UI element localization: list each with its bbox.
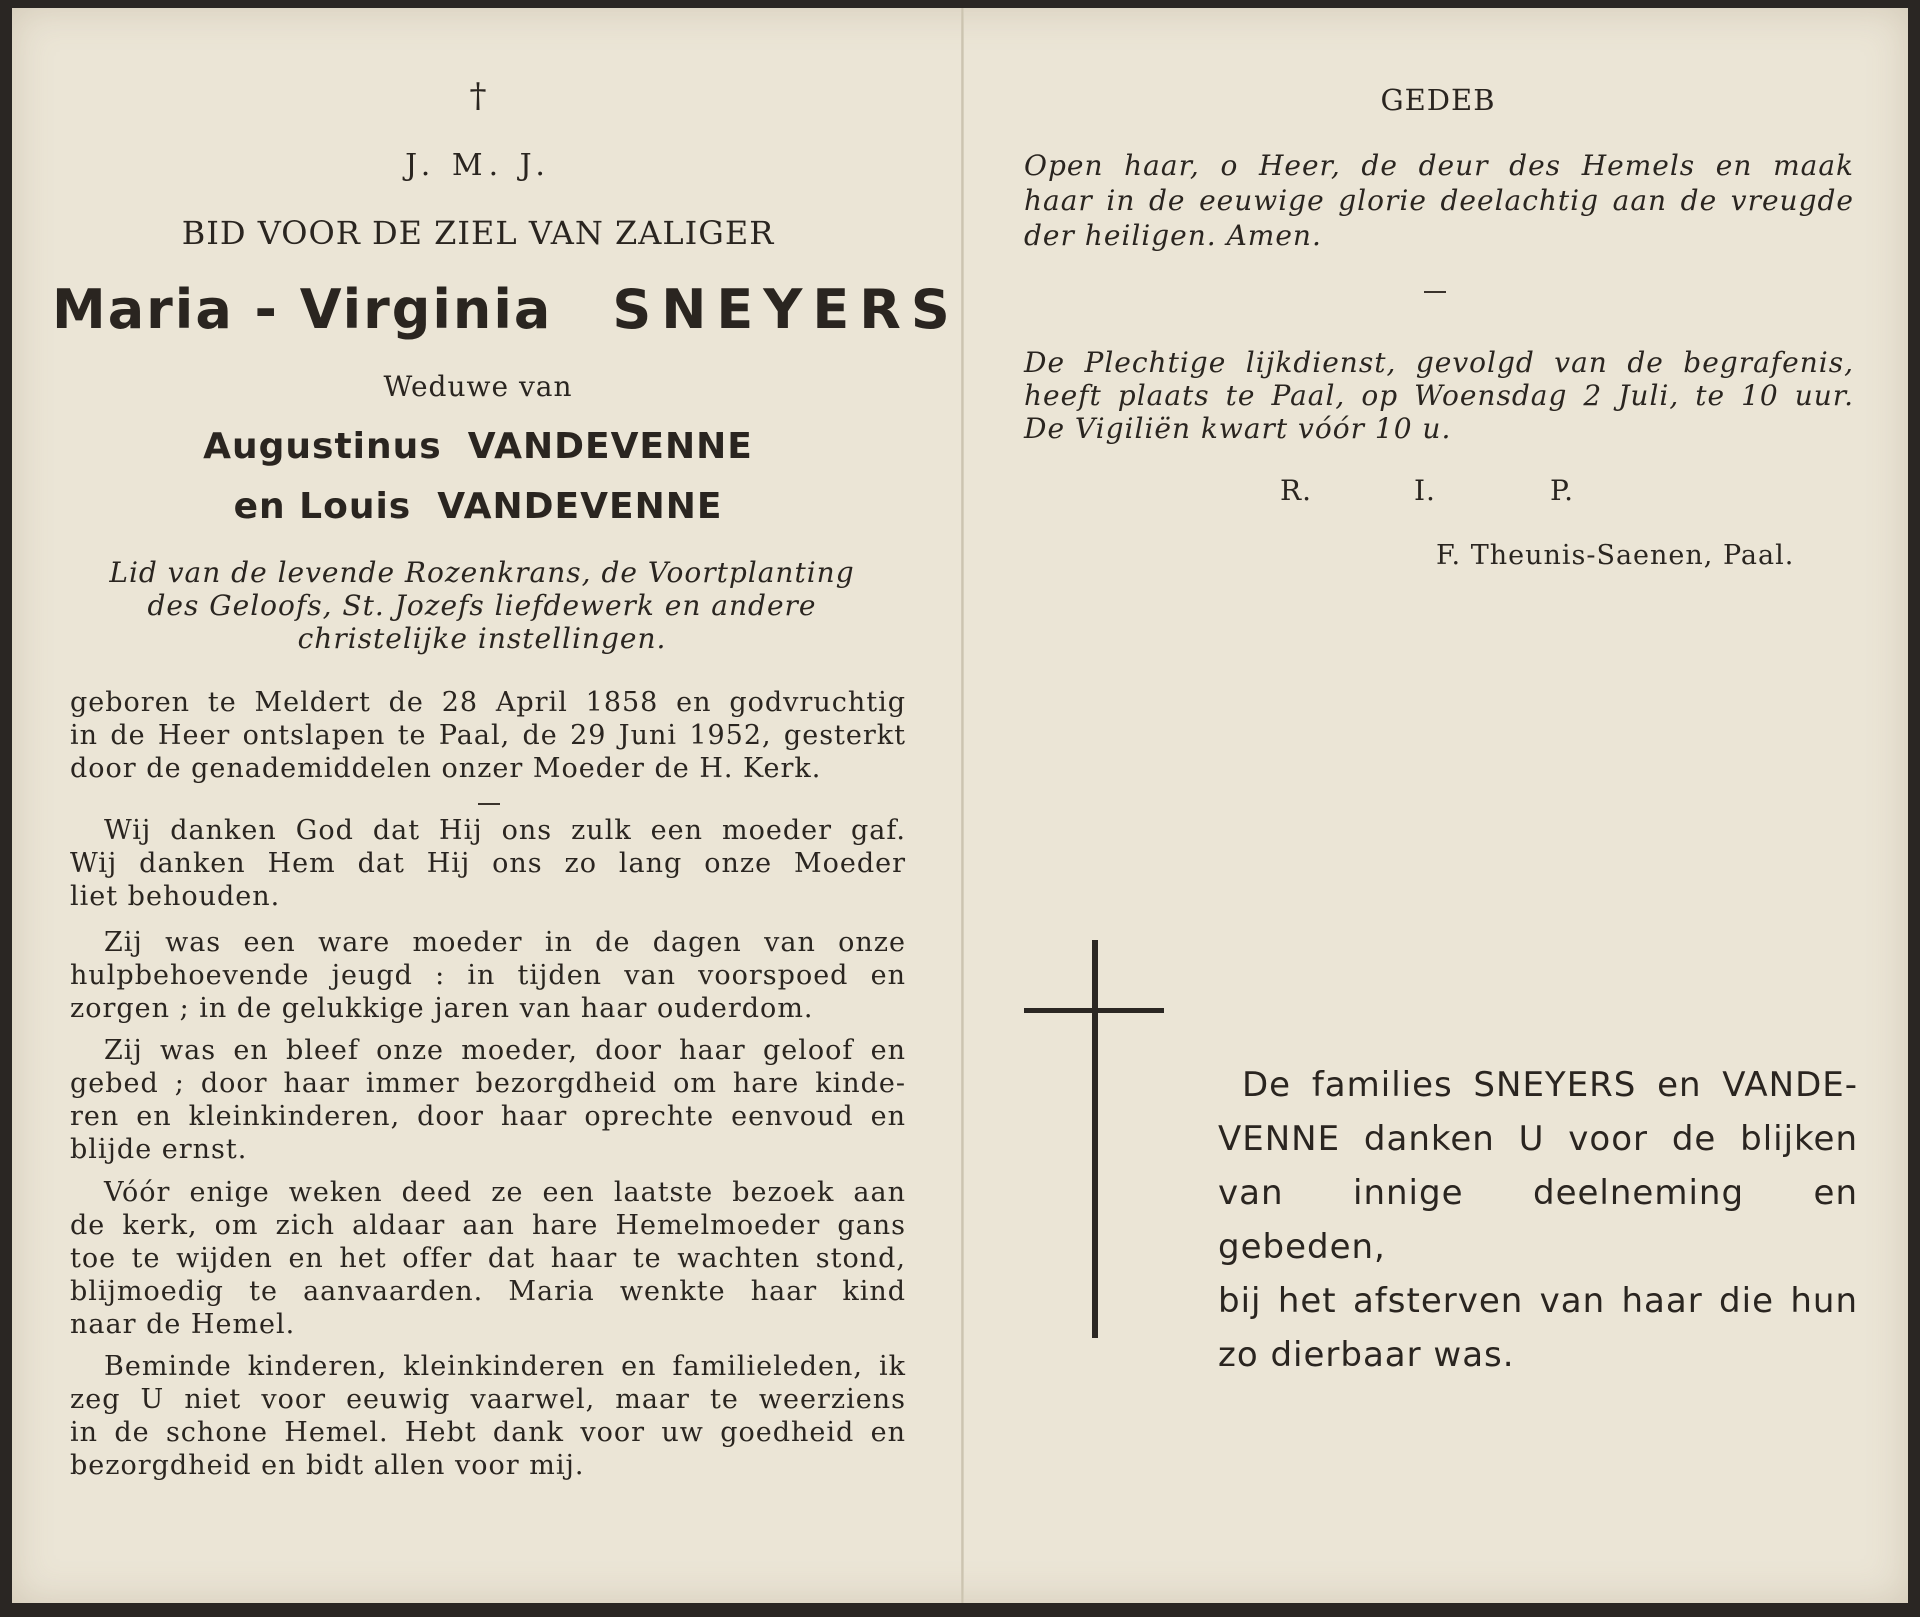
text-line: bezorgdheid en bidt allen voor mij. [70, 1450, 585, 1481]
thanks-text [1218, 1058, 1858, 1382]
husband-2-first: en Louis [233, 486, 412, 527]
husband-2 [52, 486, 904, 527]
text-line: ren en kleinkinderen, door haar oprechte eenvoud en [70, 1101, 906, 1132]
husband-2-surname: VANDEVENNE [437, 486, 723, 527]
jmj-heading: J. M. J. [405, 148, 551, 183]
text-line: De Plechtige lijkdienst, gevolgd van de begrafenis, [1024, 346, 1854, 379]
text-line: blijmoedig te aanvaarden. Maria wenkte haar kind [70, 1276, 906, 1307]
membership-line: Lid van de levende Rozenkrans, de Voortplanting [109, 556, 855, 589]
text-line: Beminde kinderen, kleinkinderen en familieleden, ik [104, 1351, 906, 1382]
husband-1-first: Augustinus [203, 426, 442, 467]
deceased-first-name: Maria - Virginia [52, 278, 553, 341]
rip-r: R. [1280, 474, 1312, 507]
text-line: Wij danken Hem dat Hij ons zo lang onze Moeder [70, 848, 906, 879]
text-line: hulpbehoevende jeugd : in tijden van voorspoed en [70, 960, 906, 991]
text-line: gebed ; door haar immer bezorgdheid om hare kinde- [70, 1068, 906, 1099]
memorial-card [12, 8, 1908, 1603]
text-line: haar in de eeuwige glorie deelachtig aan de vreugde [1024, 184, 1854, 217]
deceased-surname: SNEYERS [612, 278, 960, 341]
text-line: in de schone Hemel. Hebt dank voor uw goedheid en [70, 1417, 906, 1448]
text-line: in de Heer ontslapen te Paal, de 29 Juni 1952, gesterkt [70, 720, 906, 751]
card-fold [961, 8, 964, 1603]
cross-icon [1092, 940, 1098, 1338]
text-line: van innige deelneming en gebeden, [1218, 1173, 1858, 1267]
text-line: heeft plaats te Paal, op Woensdag 2 Juli, te 10 uur. [1024, 379, 1854, 412]
printer-credit: F. Theunis-Saenen, Paal. [1436, 540, 1795, 571]
paragraph-4 [70, 1176, 906, 1341]
cross-icon-bar [1024, 1008, 1164, 1013]
prayer-title: GEDEB [1380, 83, 1496, 117]
separator-dash [478, 803, 500, 805]
text-line: naar de Hemel. [70, 1309, 296, 1340]
prayer-text [1024, 148, 1854, 253]
text-line: Open haar, o Heer, de deur des Hemels en maak [1024, 149, 1854, 182]
husband-1 [52, 426, 904, 467]
membership-line: des Geloofs, St. Jozefs liefdewerk en andere [147, 589, 817, 622]
text-line: geboren te Meldert de 28 April 1858 en godvruchtig [70, 687, 906, 718]
widow-of-label: Weduwe van [383, 370, 573, 403]
cross-symbol: † [469, 76, 487, 116]
paragraph-1 [70, 814, 906, 913]
text-line: zeg U niet voor eeuwig vaarwel, maar te weerziens [70, 1384, 906, 1415]
separator-dash [1424, 291, 1446, 293]
text-line: Zij was een ware moeder in de dagen van onze [104, 927, 906, 958]
text-line: blijde ernst. [70, 1134, 248, 1165]
text-line: bij het afsterven van haar die hun [1218, 1281, 1858, 1321]
rip-p: P. [1550, 474, 1575, 507]
text-line: Zij was en bleef onze moeder, door haar geloof en [104, 1035, 906, 1066]
text-line: Wij danken God dat Hij ons zulk een moeder gaf. [104, 815, 906, 846]
text-line: De families SNEYERS en VANDE- [1242, 1065, 1858, 1105]
membership-line: christelijke instellingen. [297, 622, 667, 655]
text-line: der heiligen. Amen. [1024, 219, 1322, 252]
text-line: liet behouden. [70, 881, 281, 912]
membership-text [92, 556, 872, 655]
text-line: zorgen ; in de gelukkige jaren van haar ouderdom. [70, 993, 814, 1024]
right-panel [1008, 8, 1868, 1603]
rip-i: I. [1414, 474, 1436, 507]
text-line: zo dierbaar was. [1218, 1335, 1515, 1375]
text-line: De Vigiliën kwart vóór 10 u. [1024, 412, 1452, 445]
text-line: door de genademiddelen onzer Moeder de H. Kerk. [70, 753, 822, 784]
paragraph-2 [70, 926, 906, 1025]
deceased-name [52, 278, 960, 341]
birth-death-paragraph [70, 686, 906, 785]
text-line: Vóór enige weken deed ze een laatste bezoek aan [104, 1177, 906, 1208]
funeral-text [1024, 346, 1854, 445]
text-line: toe te wijden en het offer dat haar te wachten stond, [70, 1243, 906, 1274]
paragraph-5 [70, 1350, 906, 1482]
text-line: VENNE danken U voor de blijken [1218, 1119, 1858, 1159]
prayer-request-heading: BID VOOR DE ZIEL VAN ZALIGER [181, 214, 775, 252]
husband-1-surname: VANDEVENNE [467, 426, 753, 467]
left-panel [52, 8, 960, 1603]
text-line: de kerk, om zich aldaar aan hare Hemelmoeder gans [70, 1210, 906, 1241]
paragraph-3 [70, 1034, 906, 1166]
